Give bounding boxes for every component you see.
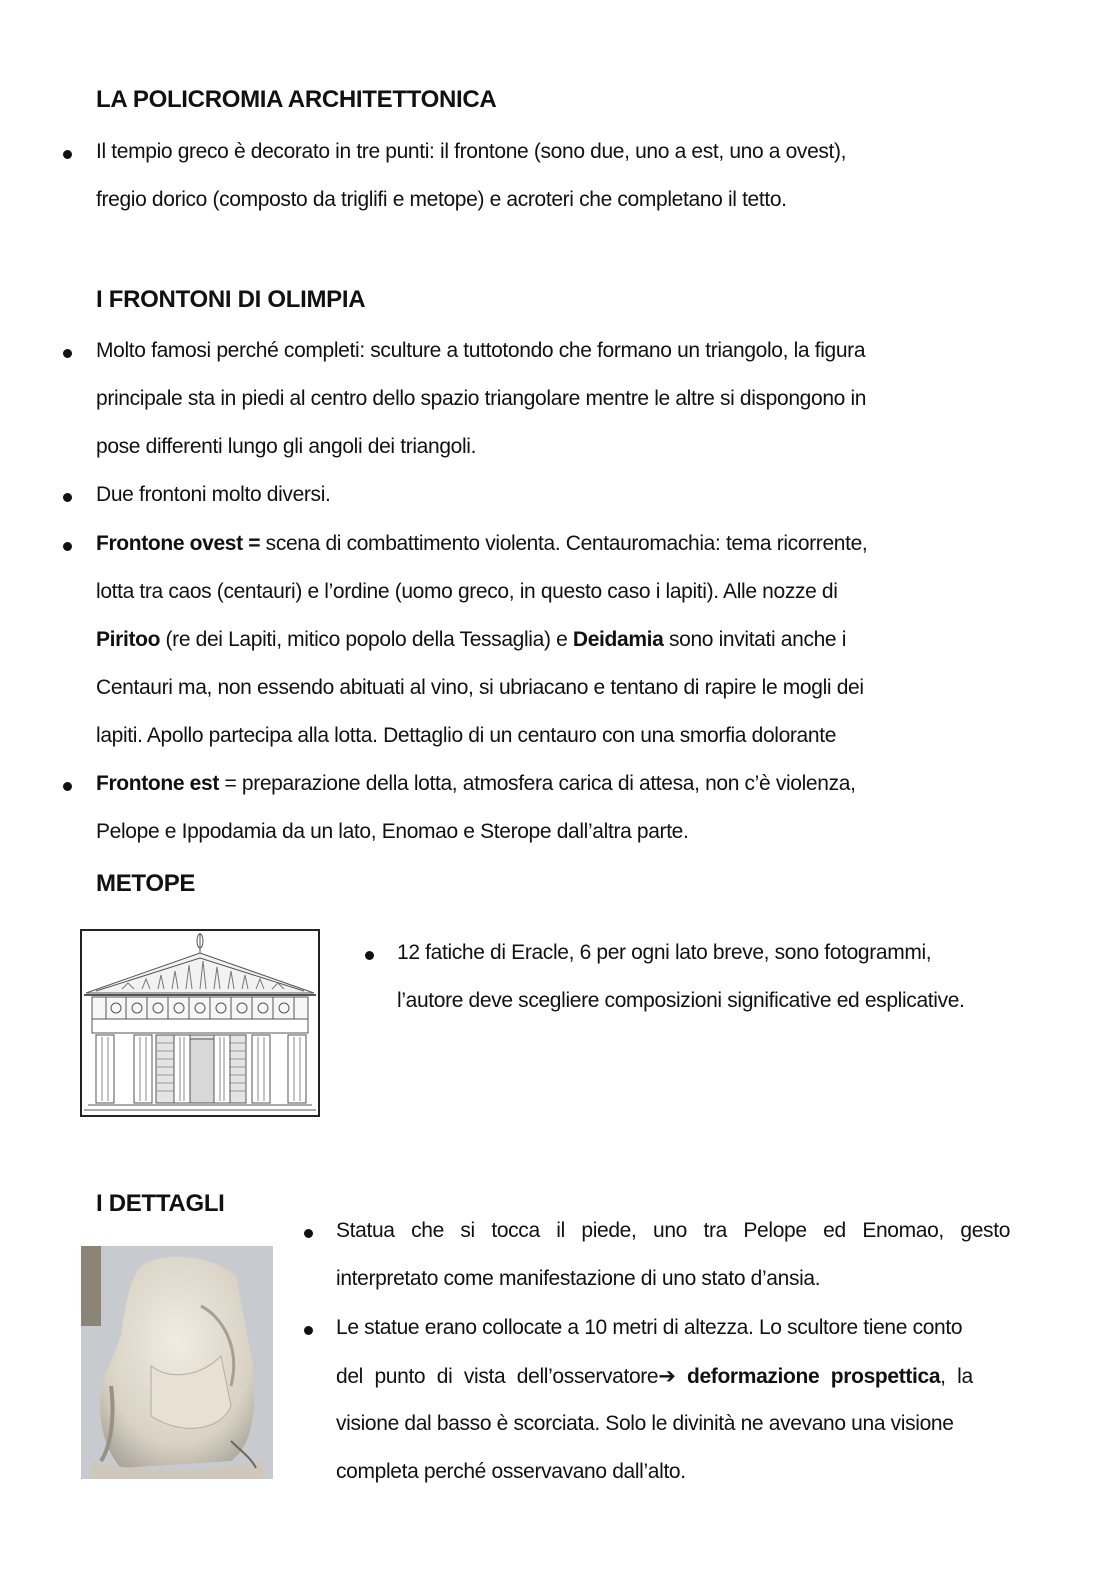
seated-statue-icon — [81, 1246, 273, 1479]
bullet-icon — [63, 150, 72, 159]
statue-photo-image — [81, 1246, 273, 1479]
bullet-icon — [63, 782, 72, 791]
text — [336, 1364, 973, 1389]
text: del punto di vista dell’osservatore — [336, 1365, 659, 1388]
heading-policromia: LA POLICROMIA ARCHITETTONICA — [96, 86, 497, 113]
paragraph-line: completa perché osservavano dall’alto. — [336, 1460, 686, 1483]
paragraph-line — [96, 140, 1014, 164]
bullet-icon — [63, 349, 72, 358]
bullet-icon — [304, 1326, 313, 1335]
bold-term: Frontone ovest = — [96, 532, 261, 555]
text: sono invitati anche i — [663, 628, 847, 651]
bullet-icon — [63, 542, 72, 551]
paragraph-line — [96, 532, 867, 556]
paragraph-line: l’autore deve scegliere composizioni significative ed esplicative. — [397, 989, 965, 1012]
temple-facade-icon — [82, 931, 318, 1115]
text: (re dei Lapiti, mitico popolo della Tessaglia) e — [160, 628, 573, 651]
paragraph-line: lapiti. Apollo partecipa alla lotta. Dettaglio di un centauro con una smorfia dolorante — [96, 724, 837, 747]
bullet-icon — [365, 951, 374, 960]
bold-term: Deidamia — [572, 628, 664, 651]
paragraph-line: Pelope e Ippodamia da un lato, Enomao e Sterope dall’altra parte. — [96, 820, 689, 843]
paragraph-line: interpretato come manifestazione di uno stato d’ansia. — [336, 1267, 821, 1290]
paragraph-line — [336, 1219, 1074, 1243]
arrow-right-icon: ➔ — [658, 1365, 676, 1388]
text: Il tempio greco è decorato in tre punti: il frontone (sono due, uno a est, uno a ovest), — [96, 140, 847, 163]
paragraph-line: 12 fatiche di Eracle, 6 per ogni lato breve, sono fotogrammi, — [397, 941, 932, 964]
text: scena di combattimento violenta. Centauromachia: tema ricorrente, — [260, 532, 868, 555]
paragraph-line: lotta tra caos (centauri) e l’ordine (uomo greco, in questo caso i lapiti). Alle nozze di — [96, 580, 838, 603]
paragraph-line — [336, 1412, 1074, 1436]
heading-dettagli: I DETTAGLI — [96, 1190, 225, 1217]
bold-term: Piritoo — [96, 628, 161, 651]
paragraph-line: fregio dorico (composto da triglifi e metope) e acroteri che completano il tetto. — [96, 188, 787, 211]
paragraph-line: Le statue erano collocate a 10 metri di altezza. Lo scultore tiene conto — [336, 1316, 963, 1339]
paragraph-line — [96, 628, 846, 652]
paragraph-line: pose differenti lungo gli angoli dei triangoli. — [96, 435, 477, 458]
bullet-icon — [304, 1229, 313, 1238]
text: Statua che si tocca il piede, uno tra Pelope ed Enomao, gesto — [336, 1219, 1011, 1242]
heading-metope: METOPE — [96, 870, 196, 897]
text: visione dal basso è scorciata. Solo le divinità ne avevano una visione — [336, 1412, 954, 1435]
paragraph-line: principale sta in piedi al centro dello spazio triangolare mentre le altre si dispongono in — [96, 387, 867, 410]
paragraph-line: Centauri ma, non essendo abituati al vino, si ubriacano e tentano di rapire le mogli dei — [96, 676, 864, 699]
bold-term: deformazione prospettica — [675, 1365, 941, 1388]
bold-term: Frontone est — [96, 772, 219, 795]
text: , la — [940, 1365, 973, 1388]
heading-frontoni-olimpia: I FRONTONI DI OLIMPIA — [96, 286, 366, 313]
temple-drawing-image — [80, 929, 320, 1117]
text: = preparazione della lotta, atmosfera carica di attesa, non c’è violenza, — [218, 772, 856, 795]
paragraph-line: Due frontoni molto diversi. — [96, 483, 331, 506]
paragraph-line — [96, 772, 856, 796]
paragraph-line: Molto famosi perché completi: sculture a tuttotondo che formano un triangolo, la figura — [96, 339, 866, 362]
bullet-icon — [63, 493, 72, 502]
paragraph-line — [336, 1364, 1074, 1389]
